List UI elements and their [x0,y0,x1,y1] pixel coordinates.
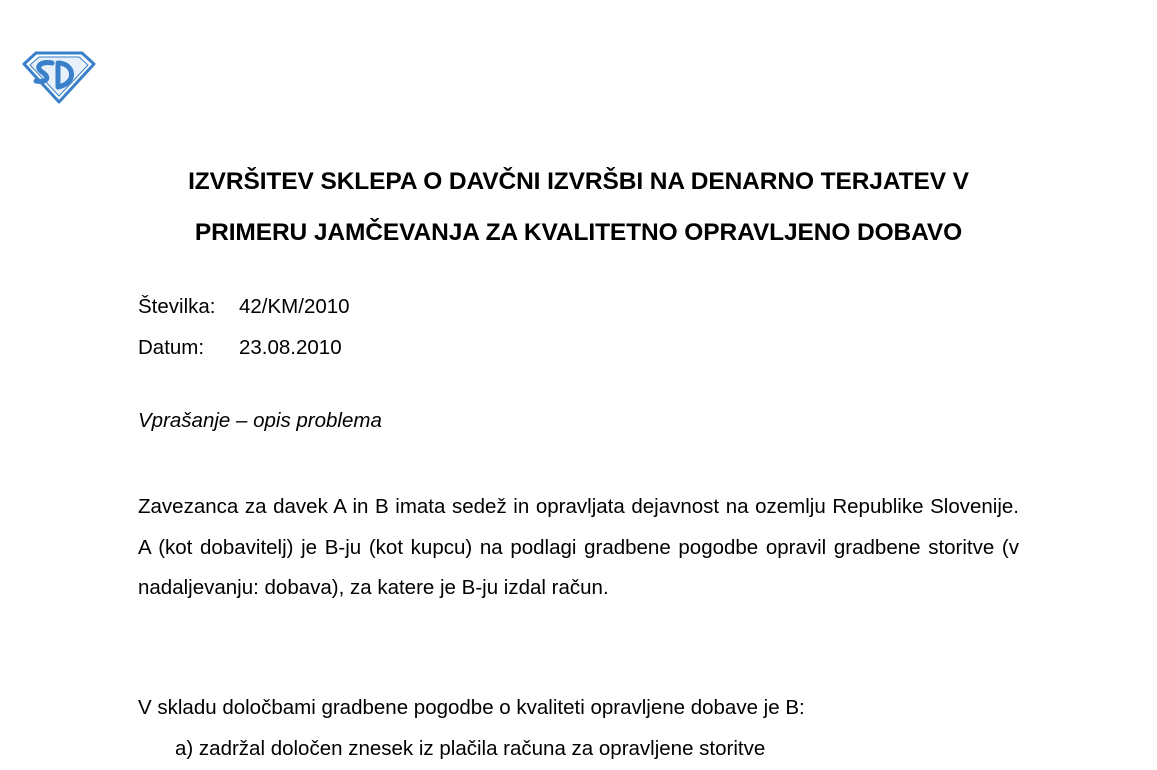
number-label: Številka: [138,295,216,318]
document-meta [138,286,350,368]
date-label: Datum: [138,336,205,359]
document-title [138,156,1019,258]
title-line-1: IZVRŠITEV SKLEPA O DAVČNI IZVRŠBI NA DENARNO TERJATEV V [188,168,969,195]
paragraph-3-partial: a) zadržal določen znesek iz plačila računa za opravljene storitve [175,737,766,760]
paragraph-1: Zavezanca za davek A in B imata sedež in opravljata dejavnost na ozemlju Republike Slovenije. A (kot dobavitelj) je B-ju (kot kupcu) na podlagi gradbene pogodbe opravil gradbene storitve (v nadaljevanju: dobava), za katere je B-ju izdal račun. [138,495,1019,599]
title-line-2: PRIMERU JAMČEVANJA ZA KVALITETNO OPRAVLJENO DOBAVO [194,219,963,246]
paragraph-2: V skladu določbami gradbene pogodbe o kvaliteti opravljene dobave je B: [138,696,805,719]
date-value: 23.08.2010 [239,336,342,359]
company-logo [22,50,96,104]
number-value: 42/KM/2010 [239,295,350,318]
date-row [138,327,350,368]
section-heading: Vprašanje – opis problema [138,409,382,432]
number-row [138,286,350,327]
sd-diamond-logo-icon [22,50,96,104]
